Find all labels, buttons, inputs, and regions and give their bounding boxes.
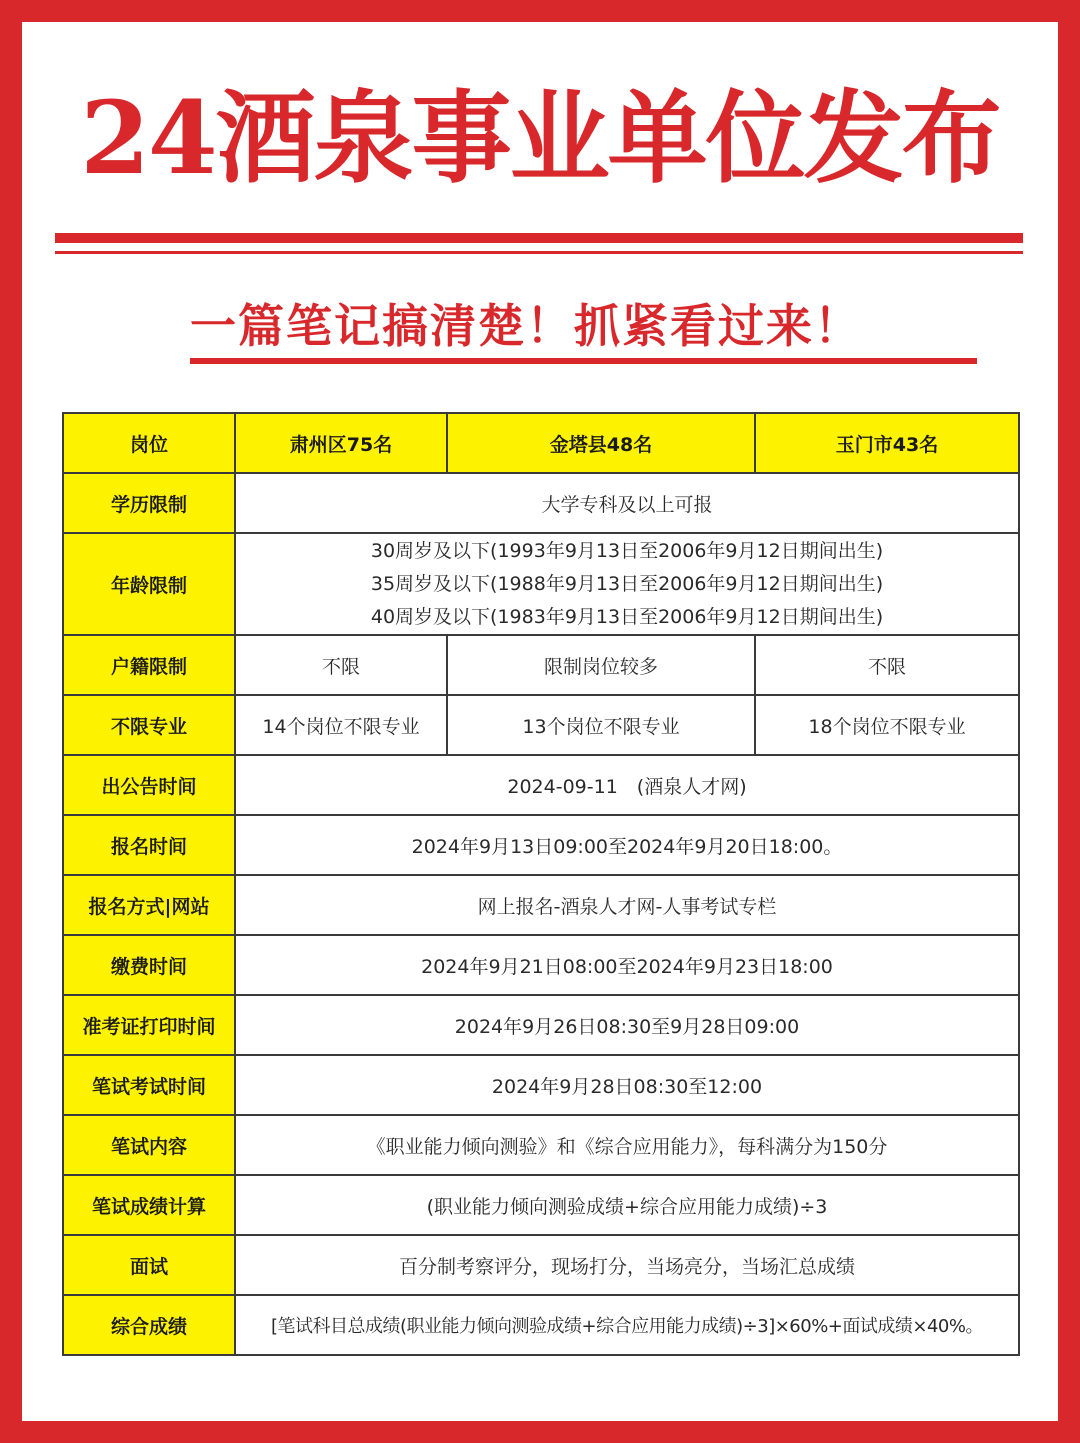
row-label-written-score: 笔试成绩计算 [63,1175,235,1235]
education-value: 大学专科及以上可报 [235,473,1019,533]
row-label-announcement: 出公告时间 [63,755,235,815]
interview-value: 百分制考察评分，现场打分，当场亮分，当场汇总成绩 [235,1235,1019,1295]
table-row-education [63,473,1019,533]
admission-ticket-value: 2024年9月26日08:30至9月28日09:00 [235,995,1019,1055]
household-yumen: 不限 [755,635,1019,695]
written-exam-time-value: 2024年9月28日08:30至12:00 [235,1055,1019,1115]
household-jinta: 限制岗位较多 [447,635,755,695]
age-line-30: 30周岁及以下(1993年9月13日至2006年9月12日期间出生) [370,539,884,562]
column-header-jinta: 金塔县48名 [447,413,755,473]
row-label-major: 不限专业 [63,695,235,755]
page-title: 24酒泉事业单位发布 [80,79,1000,197]
title-divider-thick [55,233,1023,243]
written-score-value: (职业能力倾向测验成绩+综合应用能力成绩)÷3 [235,1175,1019,1235]
table-row-written-score [63,1175,1019,1235]
payment-time-value: 2024年9月21日08:00至2024年9月23日18:00 [235,935,1019,995]
table-row-announcement [63,755,1019,815]
registration-time-value: 2024年9月13日09:00至2024年9月20日18:00。 [235,815,1019,875]
written-content-value: 《职业能力倾向测验》和《综合应用能力》，每科满分为150分 [235,1115,1019,1175]
table-row-written-exam-time [63,1055,1019,1115]
table-row-registration-site [63,875,1019,935]
row-label-registration-site: 报名方式|网站 [63,875,235,935]
table-row-position [63,413,1019,473]
page-subtitle: 一篇笔记搞清楚！抓紧看过来！ [190,299,862,353]
table-row-interview [63,1235,1019,1295]
age-line-40: 40周岁及以下(1983年9月13日至2006年9月12日期间出生) [370,605,884,628]
major-suzhou: 14个岗位不限专业 [235,695,447,755]
age-values [235,533,1019,635]
table-row-registration-time [63,815,1019,875]
column-header-suzhou: 肃州区75名 [235,413,447,473]
major-jinta: 13个岗位不限专业 [447,695,755,755]
row-label-written-exam-time: 笔试考试时间 [63,1055,235,1115]
title-divider-thin [55,251,1023,254]
table-row-written-content [63,1115,1019,1175]
row-label-registration-time: 报名时间 [63,815,235,875]
row-label-household: 户籍限制 [63,635,235,695]
table-row-household [63,635,1019,695]
table-row-payment-time [63,935,1019,995]
registration-site-value: 网上报名-酒泉人才网-人事考试专栏 [235,875,1019,935]
row-label-admission-ticket: 准考证打印时间 [63,995,235,1055]
household-suzhou: 不限 [235,635,447,695]
row-label-total-score: 综合成绩 [63,1295,235,1355]
table-row-major [63,695,1019,755]
column-header-yumen: 玉门市43名 [755,413,1019,473]
recruitment-info-table [62,412,1020,1356]
row-label-written-content: 笔试内容 [63,1115,235,1175]
subtitle-underline [190,358,977,364]
table-row-age [63,533,1019,635]
row-label-position: 岗位 [63,413,235,473]
row-label-payment-time: 缴费时间 [63,935,235,995]
major-yumen: 18个岗位不限专业 [755,695,1019,755]
row-label-education: 学历限制 [63,473,235,533]
row-label-age: 年龄限制 [63,533,235,635]
total-score-value: [笔试科目总成绩(职业能力倾向测验成绩+综合应用能力成绩)÷3]×60%+面试成绩×40%。 [235,1295,1019,1355]
announcement-value: 2024-09-11 (酒泉人才网) [235,755,1019,815]
table-row-total-score [63,1295,1019,1355]
row-label-interview: 面试 [63,1235,235,1295]
age-line-35: 35周岁及以下(1988年9月13日至2006年9月12日期间出生) [370,572,884,595]
table-row-admission-ticket [63,995,1019,1055]
